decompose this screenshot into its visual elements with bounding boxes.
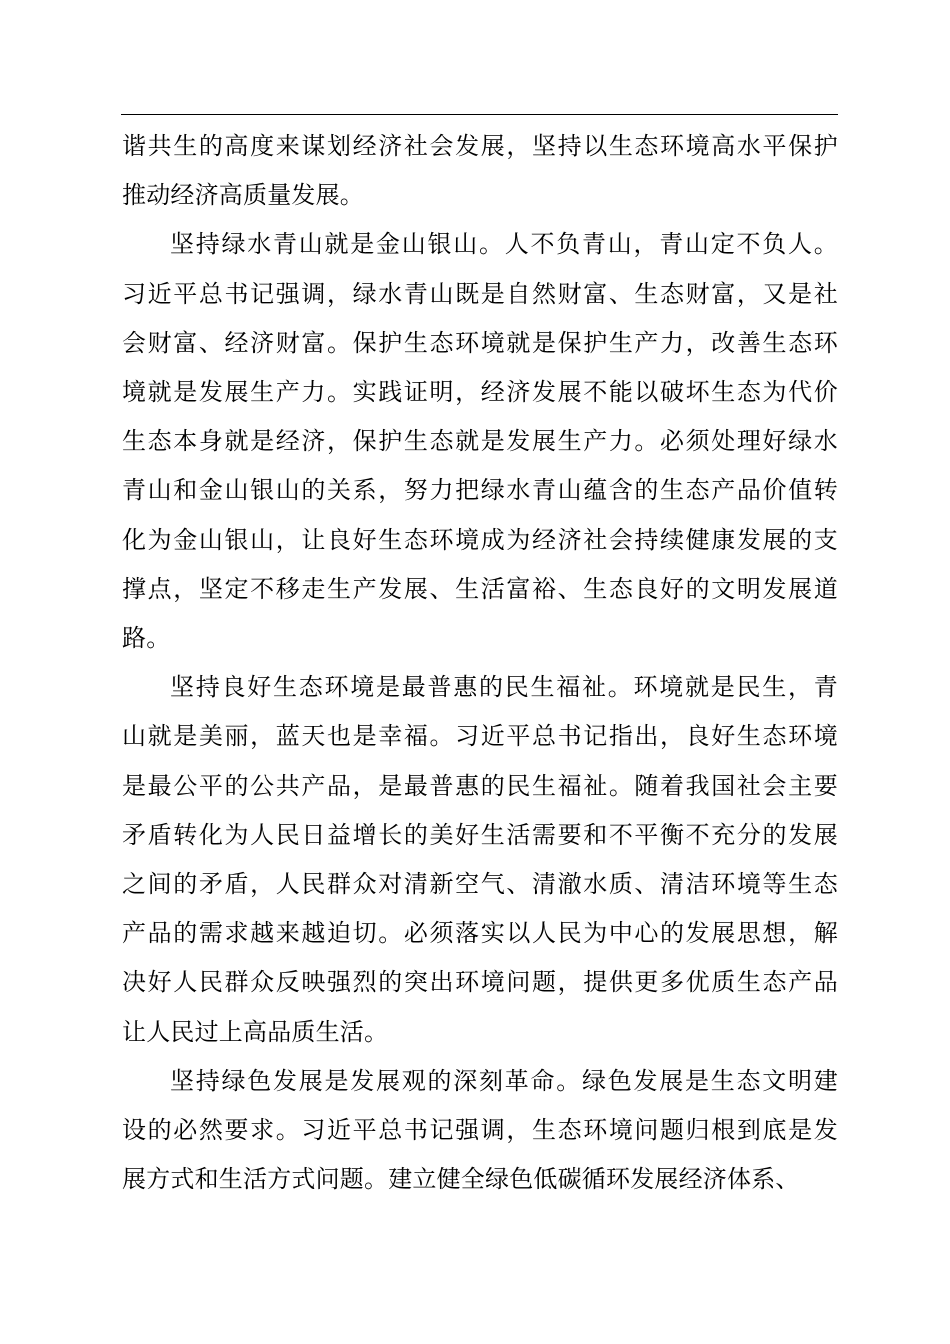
paragraph xyxy=(122,663,838,1057)
text-line: 设的必然要求。习近平总书记强调，生态环境问题归根到底是发 xyxy=(122,1116,838,1145)
text-line: 展方式和生活方式问题。建立健全绿色低碳循环发展经济体系、 xyxy=(122,1165,800,1194)
text-line: 路。 xyxy=(122,624,171,653)
text-line: 习近平总书记强调，绿水青山既是自然财富、生态财富，又是社 xyxy=(122,279,838,308)
text-line: 产品的需求越来越迫切。必须落实以人民为中心的发展思想，解 xyxy=(122,919,838,948)
header-rule xyxy=(121,114,838,115)
paragraph xyxy=(122,122,838,220)
text-line: 矛盾转化为人民日益增长的美好生活需要和不平衡不充分的发展 xyxy=(122,820,838,849)
body-text xyxy=(122,122,838,1204)
text-line: 山就是美丽，蓝天也是幸福。习近平总书记指出，良好生态环境 xyxy=(122,722,838,751)
text-line: 之间的矛盾，人民群众对清新空气、清澈水质、清洁环境等生态 xyxy=(122,870,838,899)
text-line: 让人民过上高品质生活。 xyxy=(122,1017,389,1046)
text-line: 推动经济高质量发展。 xyxy=(122,181,364,210)
paragraph xyxy=(122,1057,838,1205)
text-line: 坚持绿水青山就是金山银山。人不负青山，青山定不负人。 xyxy=(170,230,838,259)
text-line: 化为金山银山，让良好生态环境成为经济社会持续健康发展的支 xyxy=(122,525,838,554)
text-line: 谐共生的高度来谋划经济社会发展，坚持以生态环境高水平保护 xyxy=(122,132,838,160)
text-line: 坚持良好生态环境是最普惠的民生福祉。环境就是民生，青 xyxy=(170,673,838,702)
text-line: 坚持绿色发展是发展观的深刻革命。绿色发展是生态文明建 xyxy=(170,1066,838,1095)
text-line: 是最公平的公共产品，是最普惠的民生福祉。随着我国社会主要 xyxy=(122,771,838,800)
text-line: 青山和金山银山的关系，努力把绿水青山蕴含的生态产品价值转 xyxy=(122,476,838,505)
paragraph xyxy=(122,220,838,663)
text-line: 撑点，坚定不移走生产发展、生活富裕、生态良好的文明发展道 xyxy=(122,574,838,603)
text-line: 会财富、经济财富。保护生态环境就是保护生产力，改善生态环 xyxy=(122,328,838,357)
text-line: 决好人民群众反映强烈的突出环境问题，提供更多优质生态产品 xyxy=(122,968,838,997)
text-line: 境就是发展生产力。实践证明，经济发展不能以破坏生态为代价 xyxy=(122,378,838,407)
text-line: 生态本身就是经济，保护生态就是发展生产力。必须处理好绿水 xyxy=(122,427,838,456)
